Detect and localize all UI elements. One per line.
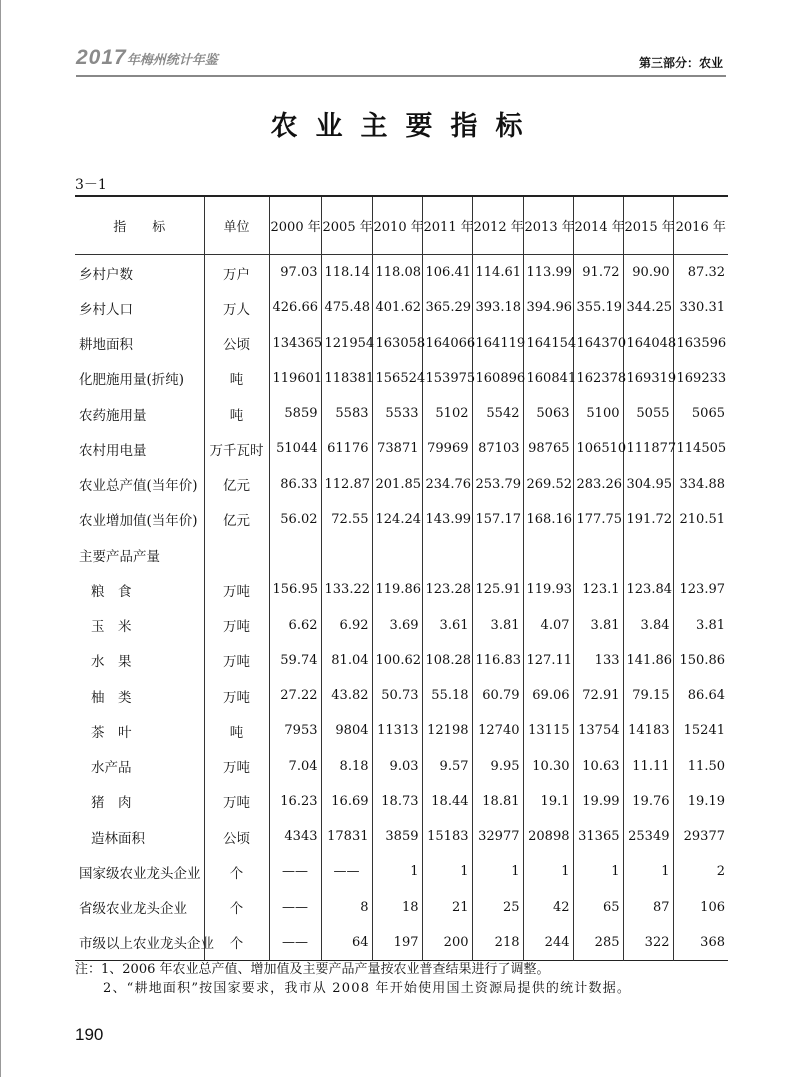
cell-value: —— [269,890,321,925]
cell-value: 200 [422,925,472,961]
cell-value: 7953 [269,713,321,748]
table-row [75,326,728,361]
cell-value: 8.18 [321,749,372,784]
row-label: 乡村户数 [79,266,133,283]
yearbook-year: 2017 [76,46,127,69]
cell-value: 3.61 [422,608,472,643]
cell-value: 1 [472,854,523,889]
cell-value: 15241 [673,713,728,748]
yearbook-title: 年梅州统计年鉴 [126,52,218,67]
row-label: 茶 叶 [91,724,132,741]
cell-value: 3.69 [372,608,422,643]
page-title: 农业主要指标 [270,111,541,142]
cell-value: 123.84 [623,572,673,607]
table-row [75,608,728,643]
cell-value: 4.07 [523,608,573,643]
cell-value: 7.04 [269,749,321,784]
row-label: 玉 米 [91,619,132,636]
table-row [75,678,728,713]
table-row [75,643,728,678]
yearbook-header [76,46,218,70]
row-unit: 亿元 [204,502,269,537]
cell-value: 113.99 [523,255,573,291]
cell-value: 394.96 [523,290,573,325]
cell-value: 5065 [673,396,728,431]
note-2: 2、“耕地面积”按国家要求，我市从 2008 年开始使用国土资源局提供的统计数据。 [103,981,632,996]
cell-value: 169233 [673,361,728,396]
cell-value: 18.44 [422,784,472,819]
cell-value: 65 [573,890,623,925]
section-name: 第三部分：农业 [638,56,723,70]
cell-value: 127.11 [523,643,573,678]
cell-value: 5102 [422,396,472,431]
cell-value: 401.62 [372,290,422,325]
cell-value: 100.62 [372,643,422,678]
cell-value: 304.95 [623,467,673,502]
note-1: 注：1、2006 年农业总产值、增加值及主要产品产量按农业普查结果进行了调整。 [75,962,550,977]
column-header: 2012 年 [472,196,523,255]
cell-value: 123.1 [573,572,623,607]
cell-value: 31365 [573,819,623,854]
cell-value: 18.73 [372,784,422,819]
cell-value: 123.28 [422,572,472,607]
row-unit: 万吨 [204,643,269,678]
cell-value: 106510 [573,431,623,466]
cell-value: 32977 [472,819,523,854]
cell-value: 201.85 [372,467,422,502]
row-unit: 吨 [204,361,269,396]
cell-value [472,537,523,572]
cell-value: 2 [673,854,728,889]
cell-value: 98765 [523,431,573,466]
cell-value: 19.1 [523,784,573,819]
cell-value: 3859 [372,819,422,854]
cell-value: 25349 [623,819,673,854]
cell-value: 119601 [269,361,321,396]
cell-value: 1 [573,854,623,889]
cell-value: 197 [372,925,422,961]
table-header-row [75,196,728,255]
cell-value: 330.31 [673,290,728,325]
column-header: 2015 年 [623,196,673,255]
cell-value: 164119 [472,326,523,361]
row-label: 耕地面积 [79,337,133,354]
row-label: 农药施用量 [79,407,147,424]
row-label: 粮 食 [91,583,132,600]
row-label: 猪 肉 [91,795,132,812]
table-row [75,925,728,961]
column-header: 2016 年 [673,196,728,255]
cell-value: 87 [623,890,673,925]
table-row [75,361,728,396]
table-row [75,467,728,502]
table-row [75,749,728,784]
row-label: 市级以上农业龙头企业 [79,936,214,953]
cell-value: 134365 [269,326,321,361]
cell-value: 114505 [673,431,728,466]
row-unit: 吨 [204,713,269,748]
table-row [75,431,728,466]
row-label: 农村用电量 [79,442,147,459]
cell-value: 64 [321,925,372,961]
cell-value: 5533 [372,396,422,431]
cell-value: 1 [623,854,673,889]
cell-value: 86.64 [673,678,728,713]
cell-value: 157.17 [472,502,523,537]
column-header: 2013 年 [523,196,573,255]
cell-value: 118381 [321,361,372,396]
cell-value: 13115 [523,713,573,748]
indicators-table [75,195,728,961]
row-label: 国家级农业龙头企业 [79,865,201,882]
cell-value: 153975 [422,361,472,396]
cell-value: 4343 [269,819,321,854]
cell-value: 269.52 [523,467,573,502]
table-row [75,290,728,325]
table-row [75,713,728,748]
cell-value: 16.69 [321,784,372,819]
cell-value: 119.93 [523,572,573,607]
cell-value: 168.16 [523,502,573,537]
column-header: 2010 年 [372,196,422,255]
cell-value: 61176 [321,431,372,466]
cell-value: 163058 [372,326,422,361]
cell-value: 9.95 [472,749,523,784]
cell-value: 5859 [269,396,321,431]
row-unit: 吨 [204,396,269,431]
cell-value: 108.28 [422,643,472,678]
cell-value: 42 [523,890,573,925]
cell-value: 1 [372,854,422,889]
cell-value: 29377 [673,819,728,854]
cell-value: 10.63 [573,749,623,784]
cell-value: 19.19 [673,784,728,819]
table-row [75,854,728,889]
cell-value: 90.90 [623,255,673,291]
table-row [75,537,728,572]
cell-value: 86.33 [269,467,321,502]
cell-value: 50.73 [372,678,422,713]
cell-value: 87.32 [673,255,728,291]
cell-value: 124.24 [372,502,422,537]
cell-value: 365.29 [422,290,472,325]
row-label: 水产品 [91,760,132,777]
cell-value: 191.72 [623,502,673,537]
cell-value: 344.25 [623,290,673,325]
cell-value: 355.19 [573,290,623,325]
cell-value: 16.23 [269,784,321,819]
cell-value: 244 [523,925,573,961]
cell-value: 426.66 [269,290,321,325]
cell-value: 15183 [422,819,472,854]
cell-value: 5100 [573,396,623,431]
cell-value: 234.76 [422,467,472,502]
cell-value: 13754 [573,713,623,748]
cell-value: 111877 [623,431,673,466]
cell-value: 143.99 [422,502,472,537]
cell-value: 164370 [573,326,623,361]
table-row [75,890,728,925]
cell-value: 1 [523,854,573,889]
cell-value: —— [321,854,372,889]
column-header: 2005 年 [321,196,372,255]
row-unit [204,537,269,572]
cell-value: 156524 [372,361,422,396]
row-unit: 个 [204,854,269,889]
cell-value: 17831 [321,819,372,854]
column-header: 指 标 [75,196,204,255]
cell-value: 123.97 [673,572,728,607]
cell-value: 27.22 [269,678,321,713]
cell-value: 73871 [372,431,422,466]
row-unit: 万吨 [204,572,269,607]
cell-value [422,537,472,572]
cell-value: 141.86 [623,643,673,678]
cell-value: 119.86 [372,572,422,607]
table-row [75,502,728,537]
row-unit: 万吨 [204,749,269,784]
table-row [75,784,728,819]
row-label: 主要产品产量 [79,548,160,565]
cell-value: 164066 [422,326,472,361]
row-unit: 公顷 [204,819,269,854]
cell-value [623,537,673,572]
cell-value: 6.92 [321,608,372,643]
cell-value: 11.11 [623,749,673,784]
row-unit: 亿元 [204,467,269,502]
row-label: 农业总产值(当年价) [79,478,198,495]
cell-value: 21 [422,890,472,925]
cell-value: 11313 [372,713,422,748]
cell-value: 118.08 [372,255,422,291]
row-unit: 个 [204,890,269,925]
cell-value: 133 [573,643,623,678]
table-row [75,255,728,291]
row-label: 化肥施用量(折纯) [79,372,185,389]
cell-value: 118.14 [321,255,372,291]
table-number: 3－1 [75,177,107,193]
cell-value: 97.03 [269,255,321,291]
cell-value: 72.55 [321,502,372,537]
cell-value: 12198 [422,713,472,748]
cell-value: 150.86 [673,643,728,678]
cell-value: 79969 [422,431,472,466]
cell-value: 163596 [673,326,728,361]
cell-value: 87103 [472,431,523,466]
cell-value: 164048 [623,326,673,361]
cell-value: 164154 [523,326,573,361]
cell-value: 20898 [523,819,573,854]
cell-value: 285 [573,925,623,961]
cell-value: 5583 [321,396,372,431]
row-label: 水 果 [91,654,132,671]
row-label: 造林面积 [91,830,145,847]
table-row [75,819,728,854]
row-label: 乡村人口 [79,301,133,318]
row-unit: 万户 [204,255,269,291]
cell-value [523,537,573,572]
cell-value: 91.72 [573,255,623,291]
page-number: 190 [75,1025,104,1044]
cell-value: 19.76 [623,784,673,819]
cell-value: 9.03 [372,749,422,784]
cell-value: 43.82 [321,678,372,713]
cell-value: 218 [472,925,523,961]
cell-value: 56.02 [269,502,321,537]
cell-value: 334.88 [673,467,728,502]
row-unit: 万吨 [204,784,269,819]
cell-value [372,537,422,572]
cell-value: 3.81 [573,608,623,643]
cell-value: 9804 [321,713,372,748]
cell-value: 10.30 [523,749,573,784]
cell-value: 393.18 [472,290,523,325]
cell-value: 9.57 [422,749,472,784]
cell-value: 116.83 [472,643,523,678]
table-row [75,396,728,431]
row-unit: 万人 [204,290,269,325]
notes [75,960,631,998]
cell-value: 72.91 [573,678,623,713]
cell-value: 5542 [472,396,523,431]
cell-value: 177.75 [573,502,623,537]
cell-value: 3.81 [673,608,728,643]
row-unit: 万吨 [204,608,269,643]
row-label: 省级农业龙头企业 [79,901,187,918]
cell-value: 106 [673,890,728,925]
cell-value: 133.22 [321,572,372,607]
cell-value: 25 [472,890,523,925]
cell-value: 114.61 [472,255,523,291]
page-edge [0,0,1,1077]
cell-value: 160841 [523,361,573,396]
row-unit: 公顷 [204,326,269,361]
row-label: 农业增加值(当年价) [79,513,198,530]
cell-value: 79.15 [623,678,673,713]
column-header: 2000 年 [269,196,321,255]
cell-value: —— [269,854,321,889]
column-header: 单位 [204,196,269,255]
cell-value: 162378 [573,361,623,396]
cell-value: 55.18 [422,678,472,713]
cell-value [321,537,372,572]
cell-value: 18.81 [472,784,523,819]
cell-value: 1 [422,854,472,889]
cell-value: 60.79 [472,678,523,713]
cell-value: 59.74 [269,643,321,678]
cell-value: 283.26 [573,467,623,502]
cell-value: 125.91 [472,572,523,607]
cell-value: 51044 [269,431,321,466]
cell-value: 5063 [523,396,573,431]
cell-value: 3.81 [472,608,523,643]
cell-value [673,537,728,572]
row-unit: 个 [204,925,269,961]
cell-value: 210.51 [673,502,728,537]
table-row [75,572,728,607]
cell-value: 106.41 [422,255,472,291]
row-unit: 万千瓦时 [204,431,269,466]
cell-value: 3.84 [623,608,673,643]
row-label: 柚 类 [91,689,132,706]
cell-value: 160896 [472,361,523,396]
column-header: 2011 年 [422,196,472,255]
cell-value: 112.87 [321,467,372,502]
cell-value: 475.48 [321,290,372,325]
cell-value: 12740 [472,713,523,748]
cell-value: 8 [321,890,372,925]
cell-value: 253.79 [472,467,523,502]
cell-value [573,537,623,572]
cell-value: —— [269,925,321,961]
cell-value: 81.04 [321,643,372,678]
cell-value: 69.06 [523,678,573,713]
cell-value: 19.99 [573,784,623,819]
cell-value: 18 [372,890,422,925]
cell-value: 121954 [321,326,372,361]
cell-value: 368 [673,925,728,961]
cell-value: 11.50 [673,749,728,784]
cell-value: 6.62 [269,608,321,643]
column-header: 2014 年 [573,196,623,255]
cell-value [269,537,321,572]
cell-value: 322 [623,925,673,961]
cell-value: 14183 [623,713,673,748]
cell-value: 169319 [623,361,673,396]
cell-value: 5055 [623,396,673,431]
row-unit: 万吨 [204,678,269,713]
cell-value: 156.95 [269,572,321,607]
header-rule [76,75,726,77]
